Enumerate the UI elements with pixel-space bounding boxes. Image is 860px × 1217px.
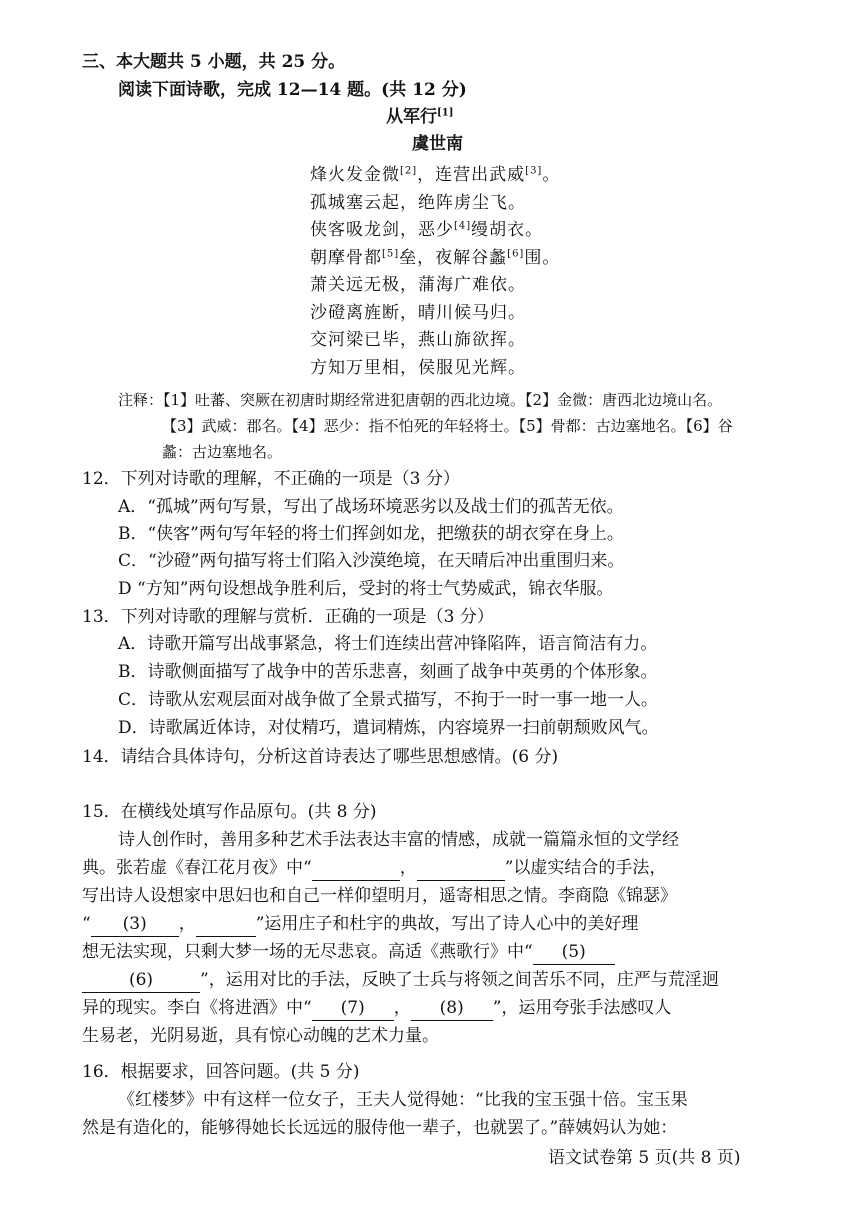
poem-line: 萧关远无极，蒲海广难依。 xyxy=(310,275,526,295)
q12-option-b: B．“侠客”两句写年轻的将士们挥剑如龙，把缴获的胡衣穿在身上。 xyxy=(118,524,624,544)
notes-line-2: 【3】武威：郡名。【4】恶少：指不怕死的年轻将士。【5】骨都：古边塞地名。【6】谷 xyxy=(162,417,733,435)
blank-2[interactable] xyxy=(417,856,505,881)
q15-line-7: 异的现实。李白《将进酒》中“ (7) ， (8) ”，运用夸张手法感叹人 xyxy=(82,996,671,1021)
q12-stem: 12．下列对诗歌的理解，不正确的一项是（3 分） xyxy=(82,469,460,489)
section-instruction: 阅读下面诗歌，完成 12—14 题。(共 12 分) xyxy=(118,80,467,100)
blank-1[interactable] xyxy=(312,856,400,881)
q15-line-8: 生易老，光阴易逝，具有惊心动魄的艺术力量。 xyxy=(82,1026,439,1046)
page-footer: 语文试卷第 5 页(共 8 页) xyxy=(548,1148,741,1168)
blank-3[interactable]: (3) xyxy=(91,912,179,937)
blank-4[interactable] xyxy=(196,912,256,937)
poem-title: 从军行[1] xyxy=(386,107,454,127)
q13-option-b: B．诗歌侧面描写了战争中的苦乐悲喜，刻画了战争中英勇的个体形象。 xyxy=(118,662,658,682)
q15-line-5: 想无法实现，只剩大梦一场的无尽悲哀。高适《燕歌行》中“ (5) xyxy=(82,940,615,965)
poem-line: 侠客吸龙剑，恶少[4]缦胡衣。 xyxy=(310,220,544,240)
q12-option-a: A．“孤城”两句写景，写出了战场环境恶劣以及战士们的孤苦无依。 xyxy=(118,497,624,517)
q13-option-c: C．诗歌从宏观层面对战争做了全景式描写，不拘于一时一事一地一人。 xyxy=(118,690,659,710)
blank-8[interactable]: (8) xyxy=(411,996,493,1021)
poem-line: 孤城塞云起，绝阵虏尘飞。 xyxy=(310,192,526,213)
poem-line: 烽火发金微[2]，连营出武威[3]。 xyxy=(310,165,561,185)
notes-line-3: 蠡：古边塞地名。 xyxy=(162,443,283,461)
q12-option-d: D “方知”两句设想战争胜利后，受封的将士气势威武，锦衣华服。 xyxy=(118,579,614,599)
poem-author: 虞世南 xyxy=(412,134,463,154)
blank-6[interactable]: (6) xyxy=(82,968,200,993)
poem-line: 朝摩骨都[5]垒，夜解谷蠡[6]围。 xyxy=(310,247,561,268)
q14-stem: 14．请结合具体诗句，分析这首诗表达了哪些思想感情。(6 分) xyxy=(82,747,559,767)
q16-line-2: 然是有造化的，能够得她长长远远的服侍他一辈子，也就罢了。”薛姨妈认为她： xyxy=(82,1118,678,1138)
poem-line: 交河梁已毕，燕山旆欲挥。 xyxy=(310,330,526,350)
poem-line: 方知万里相，侯服见光辉。 xyxy=(310,357,526,378)
q15-line-2: 典。张若虚《春江花月夜》中“ ， ”以虚实结合的手法， xyxy=(82,856,666,881)
blank-7[interactable]: (7) xyxy=(312,996,394,1021)
q15-line-4: “ (3) ， ”运用庄子和杜宇的典故，写出了诗人心中的美好理 xyxy=(82,912,638,937)
q15-line-1: 诗人创作时，善用多种艺术手法表达丰富的情感，成就一篇篇永恒的文学经 xyxy=(118,830,679,850)
poem-line: 沙磴离旌断，晴川候马归。 xyxy=(310,302,526,323)
q15-line-6: (6) ”，运用对比的手法，反映了士兵与将领之间苦乐不同，庄严与荒淫迥 xyxy=(82,968,719,993)
q16-stem: 16．根据要求，回答问题。(共 5 分) xyxy=(82,1062,360,1082)
notes-line-1: 注释：【1】吐蕃、突厥在初唐时期经常进犯唐朝的西北边境。【2】金微：唐西北边境山名。 xyxy=(118,391,723,409)
q13-stem: 13．下列对诗歌的理解与赏析．正确的一项是（3 分） xyxy=(82,607,494,627)
blank-5[interactable]: (5) xyxy=(533,940,615,965)
q15-line-3: 写出诗人设想家中思妇也和自己一样仰望明月，遥寄相思之情。李商隐《锦瑟》 xyxy=(82,886,677,906)
q13-option-d: D．诗歌属近体诗，对仗精巧，遣词精炼，内容境界一扫前朝颓败风气。 xyxy=(118,718,659,738)
q15-stem: 15．在横线处填写作品原句。(共 8 分) xyxy=(82,802,377,822)
q12-option-c: C．“沙磴”两句描写将士们陷入沙漠绝境，在天晴后冲出重围归来。 xyxy=(118,551,625,571)
q16-line-1: 《红楼梦》中有这样一位女子，王夫人觉得她：“比我的宝玉强十倍。宝玉果 xyxy=(118,1090,688,1110)
q13-option-a: A．诗歌开篇写出战事紧急，将士们连续出营冲锋陷阵，语言简洁有力。 xyxy=(118,634,658,654)
section-heading: 三、本大题共 5 小题，共 25 分。 xyxy=(82,52,346,72)
